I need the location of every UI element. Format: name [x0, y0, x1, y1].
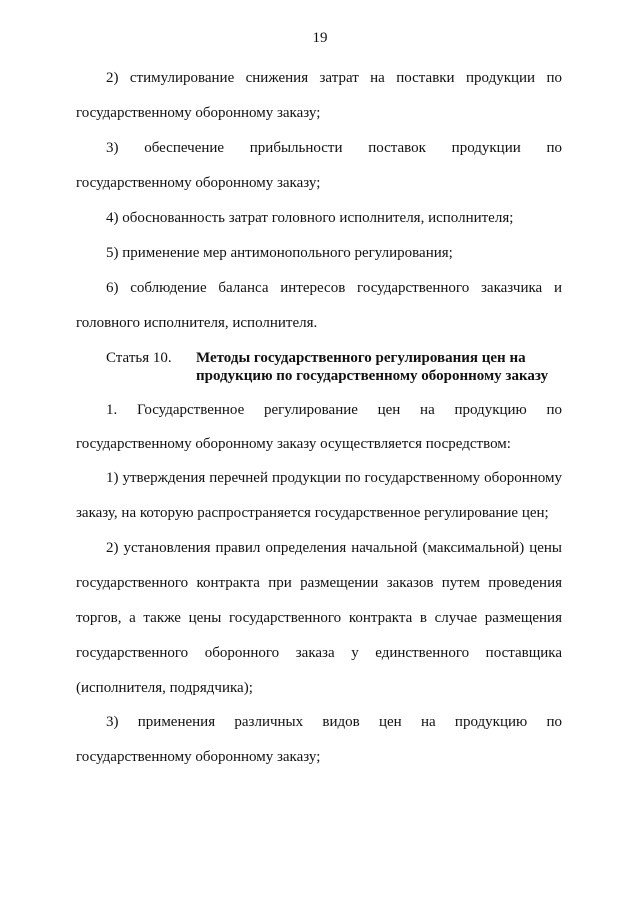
method-2-line1: 2) установления правил определения начальной (максимальной) цены — [106, 540, 562, 556]
article-title-line1: Методы государственного регулирования цен на — [196, 350, 526, 366]
list-item-5: 5) применение мер антимонопольного регулирования; — [106, 245, 453, 261]
article-label: Статья 10. — [106, 350, 172, 366]
paragraph-1-line2: государственному оборонному заказу осуществляется посредством: — [76, 436, 511, 452]
list-item-2-line1: 2) стимулирование снижения затрат на поставки продукции по — [106, 70, 562, 86]
method-2-line3: торгов, а также цены государственного контракта в случае размещения — [76, 610, 562, 626]
list-item-4: 4) обоснованность затрат головного исполнителя, исполнителя; — [106, 210, 514, 226]
paragraph-1-line1: 1. Государственное регулирование цен на продукцию по — [106, 402, 562, 418]
list-item-6-line1: 6) соблюдение баланса интересов государственного заказчика и — [106, 280, 562, 296]
list-item-3-line2: государственному оборонному заказу; — [76, 175, 321, 191]
list-item-6-line2: головного исполнителя, исполнителя. — [76, 315, 318, 331]
method-2-line5: (исполнителя, подрядчика); — [76, 680, 253, 696]
method-3-line1: 3) применения различных видов цен на продукцию по — [106, 714, 562, 730]
article-title-line2: продукцию по государственному оборонному заказу — [196, 368, 549, 384]
list-item-2-line2: государственному оборонному заказу; — [76, 105, 321, 121]
method-1-line2: заказу, на которую распространяется государственное регулирование цен; — [76, 505, 549, 521]
list-item-3-line1: 3) обеспечение прибыльности поставок продукции по — [106, 140, 562, 156]
method-1-line1: 1) утверждения перечней продукции по государственному оборонному — [106, 470, 562, 486]
method-3-line2: государственному оборонному заказу; — [76, 749, 321, 765]
method-2-line2: государственного контракта при размещении заказов путем проведения — [76, 575, 562, 591]
page-number: 19 — [312, 30, 328, 46]
method-2-line4: государственного оборонного заказа у единственного поставщика — [76, 645, 562, 661]
